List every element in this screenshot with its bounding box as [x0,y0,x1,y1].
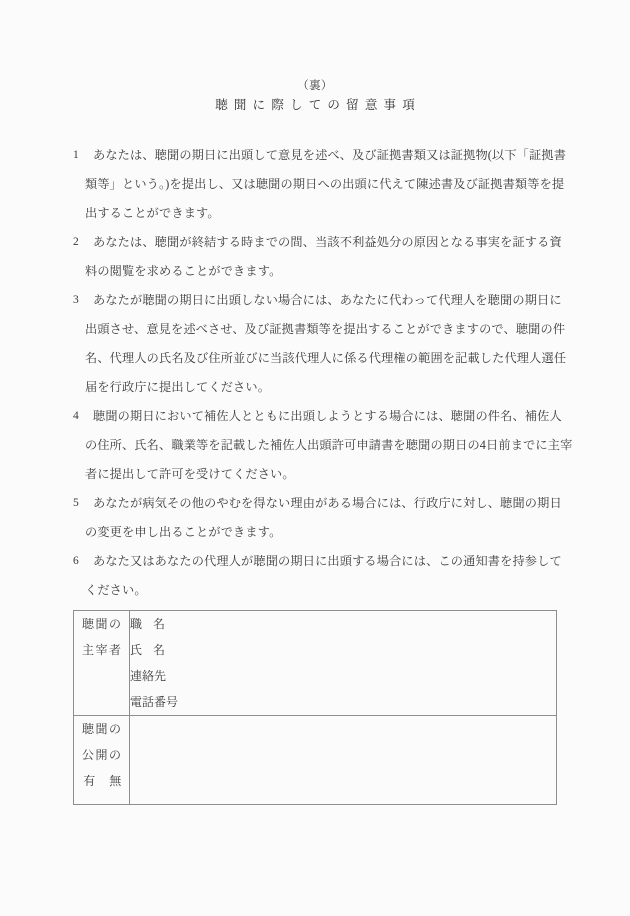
notice-item-text [85,141,567,228]
notice-item-text [85,228,563,286]
table-label-line: 聴聞の [81,722,123,736]
table-row [74,716,557,805]
table-label-line: 公開の [81,748,123,762]
notice-list [73,141,573,605]
notice-text-line: 出することができます。 [85,206,220,220]
notice-text-line: の住所、氏名、職業等を記載した補佐人出頭許可申請書を聴聞の期日の4日前までに主宰 [85,438,573,452]
table-row-value[interactable] [130,611,557,716]
notice-text-line: あなたが聴聞の期日に出頭しない場合には、あなたに代わって代理人を聴聞の期日に [93,293,562,307]
table-value-line: 連絡先 [130,669,167,683]
notice-item [73,402,573,489]
table-row-value[interactable] [130,716,557,805]
table-label-line: 有 無 [83,774,122,788]
table-label-line: 主宰者 [81,643,123,657]
notice-text-line: あなたは、聴聞が終結する時までの間、当該不利益処分の原因となる事実を証する資 [93,235,562,249]
table-value-line: 職 名 [130,617,166,631]
notice-item-text [85,489,563,547]
notice-text-line: あなた又はあなたの代理人が聴聞の期日に出頭する場合には、この通知書を持参して [93,554,562,568]
notice-item-number: 4 [73,410,79,422]
notice-item-number: 3 [73,294,79,306]
notice-item-text [85,547,563,605]
notice-text-line: 届を行政庁に提出してください。 [85,380,271,394]
notice-text-line: あなたは、聴聞の期日に出頭して意見を述べ、及び証拠書類又は証拠物(以下「証拠書 [93,148,567,162]
table-value-line: 電話番号 [130,695,179,709]
page-side-mark: （裏） [297,80,333,92]
notice-text-line: あなたが病気その他のやむを得ない理由がある場合には、行政庁に対し、聴聞の期日 [93,496,562,510]
notice-item-number: 2 [73,236,79,248]
notice-text-line: 名、代理人の氏名及び住所並びに当該代理人に係る代理権の範囲を記載した代理人選任 [85,351,567,365]
notice-item [73,547,563,605]
table-row-label [74,716,130,805]
hearing-info-table [73,610,557,805]
notice-item-text [85,286,567,402]
page-title: 聴聞に際しての留意事項 [215,98,421,112]
notice-text-line: 料の閲覧を求めることができます。 [85,264,282,278]
table-value-line: 氏 名 [130,643,166,657]
notice-item [73,489,563,547]
table-row [74,611,557,716]
notice-item [73,228,563,286]
notice-item-number: 6 [73,555,79,567]
hearing-info-table-body [74,611,557,805]
notice-text-line: の変更を申し出ることができます。 [85,525,282,539]
notice-text-line: 者に提出して許可を受けてください。 [85,467,295,481]
notice-item-number: 1 [73,149,79,161]
table-label-line: 聴聞の [81,617,123,631]
notice-item-number: 5 [73,497,79,509]
notice-item [73,286,567,402]
notice-text-line: 出頭させ、意見を述べさせ、及び証拠書類等を提出することができますので、聴聞の件 [85,322,566,336]
notice-item-text [85,402,573,489]
notice-item [73,141,567,228]
table-row-label [74,611,130,716]
notice-text-line: ください。 [85,583,147,597]
document-header [0,78,630,115]
notice-text-line: 類等」という。)を提出し、又は聴聞の期日への出頭に代えて陳述書及び証拠書類等を提 [85,177,565,191]
notice-text-line: 聴聞の期日において補佐人とともに出頭しようとする場合には、聴聞の件名、補佐人 [93,409,562,423]
